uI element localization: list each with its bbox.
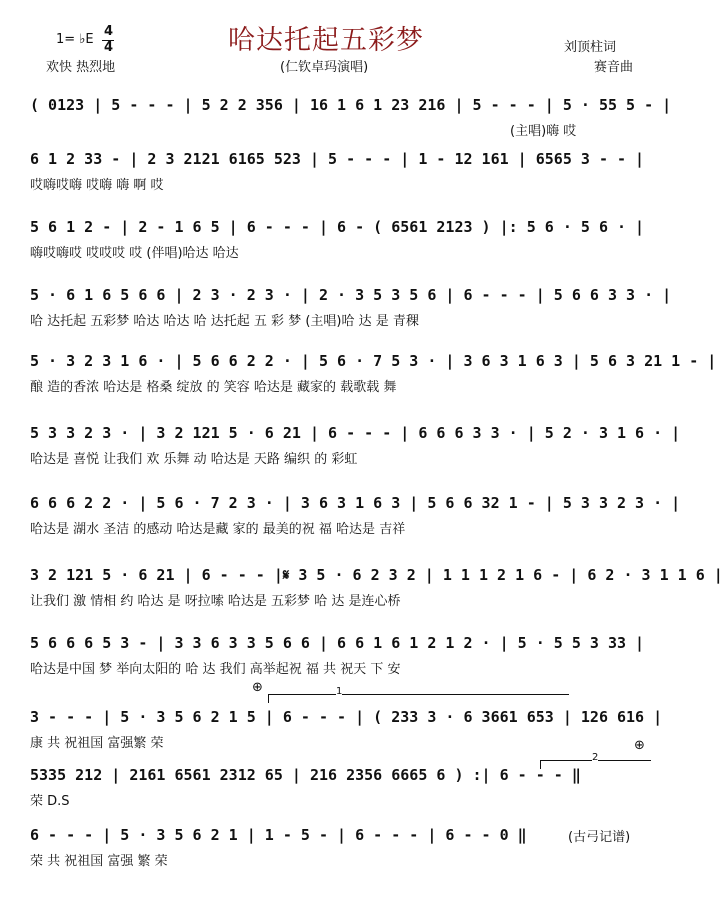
coda-sign-icon: ⊕ <box>634 738 645 753</box>
volta-number-first: 1 <box>336 686 343 697</box>
notation-line: 5335 212 | 2161 6561 2312 65 | 216 2356 6665 6 ) :| 6 - - - ‖ <box>30 766 581 784</box>
lyric-line: 哈达是 喜悦 让我们 欢 乐舞 动 哈达是 天路 编织 的 彩虹 <box>30 452 358 467</box>
notation-line: 3 - - - | 5 · 3 5 6 2 1 5 | 6 - - - | ( 233 3 · 6 3661 653 | 126 616 | <box>30 708 663 726</box>
singer-credit: (仁钦卓玛演唱) <box>280 60 369 75</box>
lyric-line: 康 共 祝祖国 富强繁 荣 <box>30 736 164 751</box>
key-signature: 1= ♭E <box>56 32 94 47</box>
notation-line: 5 6 1 2 - | 2 - 1 6 5 | 6 - - - | 6 - ( 6561 2123 ) |: 5 6 · 5 6 · | <box>30 218 645 236</box>
lyric-line: 荣 共 祝祖国 富强 繁 荣 <box>30 854 168 869</box>
notation-line: 5 3 3 2 3 · | 3 2 121 5 · 6 21 | 6 - - - | 6 6 6 3 3 · | 5 2 · 3 1 6 · | <box>30 424 681 442</box>
transcriber-credit: (古弓记谱) <box>568 830 631 845</box>
lyric-line: 哈 达托起 五彩梦 哈达 哈达 哈 达托起 五 彩 梦 (主唱)哈 达 是 青稞 <box>30 314 419 329</box>
lyric-line: 酿 造的香浓 哈达是 格桑 绽放 的 笑容 哈达是 藏家的 载歌载 舞 <box>30 380 397 395</box>
lyric-line: 让我们 激 情相 约 哈达 是 呀拉嗦 哈达是 五彩梦 哈 达 是连心桥 <box>30 594 401 609</box>
lyricist-credit: 刘顶柱词 <box>564 40 617 55</box>
notation-line: 3 2 121 5 · 6 21 | 6 - - - |𝄋 3 5 · 6 2 3 2 | 1 1 1 2 1 6 - | 6 2 · 3 1 1 6 | <box>30 566 723 584</box>
notation-line: ( 0123 | 5 - - - | 5 2 2 356 | 16 1 6 1 23 216 | 5 - - - | 5 · 55 5 - | <box>30 96 672 114</box>
lyric-line: 荣 D.S <box>30 794 70 809</box>
notation-line: 5 · 6 1 6 5 6 6 | 2 3 · 2 3 · | 2 · 3 5 3 5 6 | 6 - - - | 5 6 6 3 3 · | <box>30 286 672 304</box>
time-signature-bottom: 4 <box>104 40 114 55</box>
time-signature-top: 4 <box>104 24 114 39</box>
notation-line: 6 6 6 2 2 · | 5 6 · 7 2 3 · | 3 6 3 1 6 3 | 5 6 6 32 1 - | 5 3 3 2 3 · | <box>30 494 681 512</box>
composer-credit: 赛音曲 <box>594 60 634 75</box>
lyric-line: 哈达是中国 梦 举向太阳的 哈 达 我们 高举起祝 福 共 祝天 下 安 <box>30 662 401 677</box>
notation-line: 5 · 3 2 3 1 6 · | 5 6 6 2 2 · | 5 6 · 7 5 3 · | 3 6 3 1 6 3 | 5 6 3 21 1 - | <box>30 352 717 370</box>
lyric-line: (主唱)嗨 哎 <box>510 124 577 139</box>
song-title: 哈达托起五彩梦 <box>228 25 424 56</box>
tempo-marking: 欢快 热烈地 <box>46 60 116 75</box>
notation-line: 6 - - - | 5 · 3 5 6 2 1 | 1 - 5 - | 6 - - - | 6 - - 0 ‖ <box>30 826 527 844</box>
lyric-line: 哈达是 湖水 圣洁 的感动 哈达是藏 家的 最美的祝 福 哈达是 吉祥 <box>30 522 406 537</box>
lyric-line: 嗨哎嗨哎 哎哎哎 哎 (伴唱)哈达 哈达 <box>30 246 239 261</box>
volta-bracket-first <box>268 694 569 703</box>
volta-number-second: 2 <box>592 752 599 763</box>
coda-sign-icon: ⊕ <box>252 680 263 695</box>
lyric-line: 哎嗨哎嗨 哎嗨 嗨 啊 哎 <box>30 178 164 193</box>
notation-line: 5 6 6 6 5 3 - | 3 3 6 3 3 5 6 6 | 6 6 1 6 1 2 1 2 · | 5 · 5 5 3 33 | <box>30 634 645 652</box>
notation-line: 6 1 2 33 - | 2 3 2121 6165 523 | 5 - - - | 1 - 12 161 | 6565 3 - - | <box>30 150 645 168</box>
